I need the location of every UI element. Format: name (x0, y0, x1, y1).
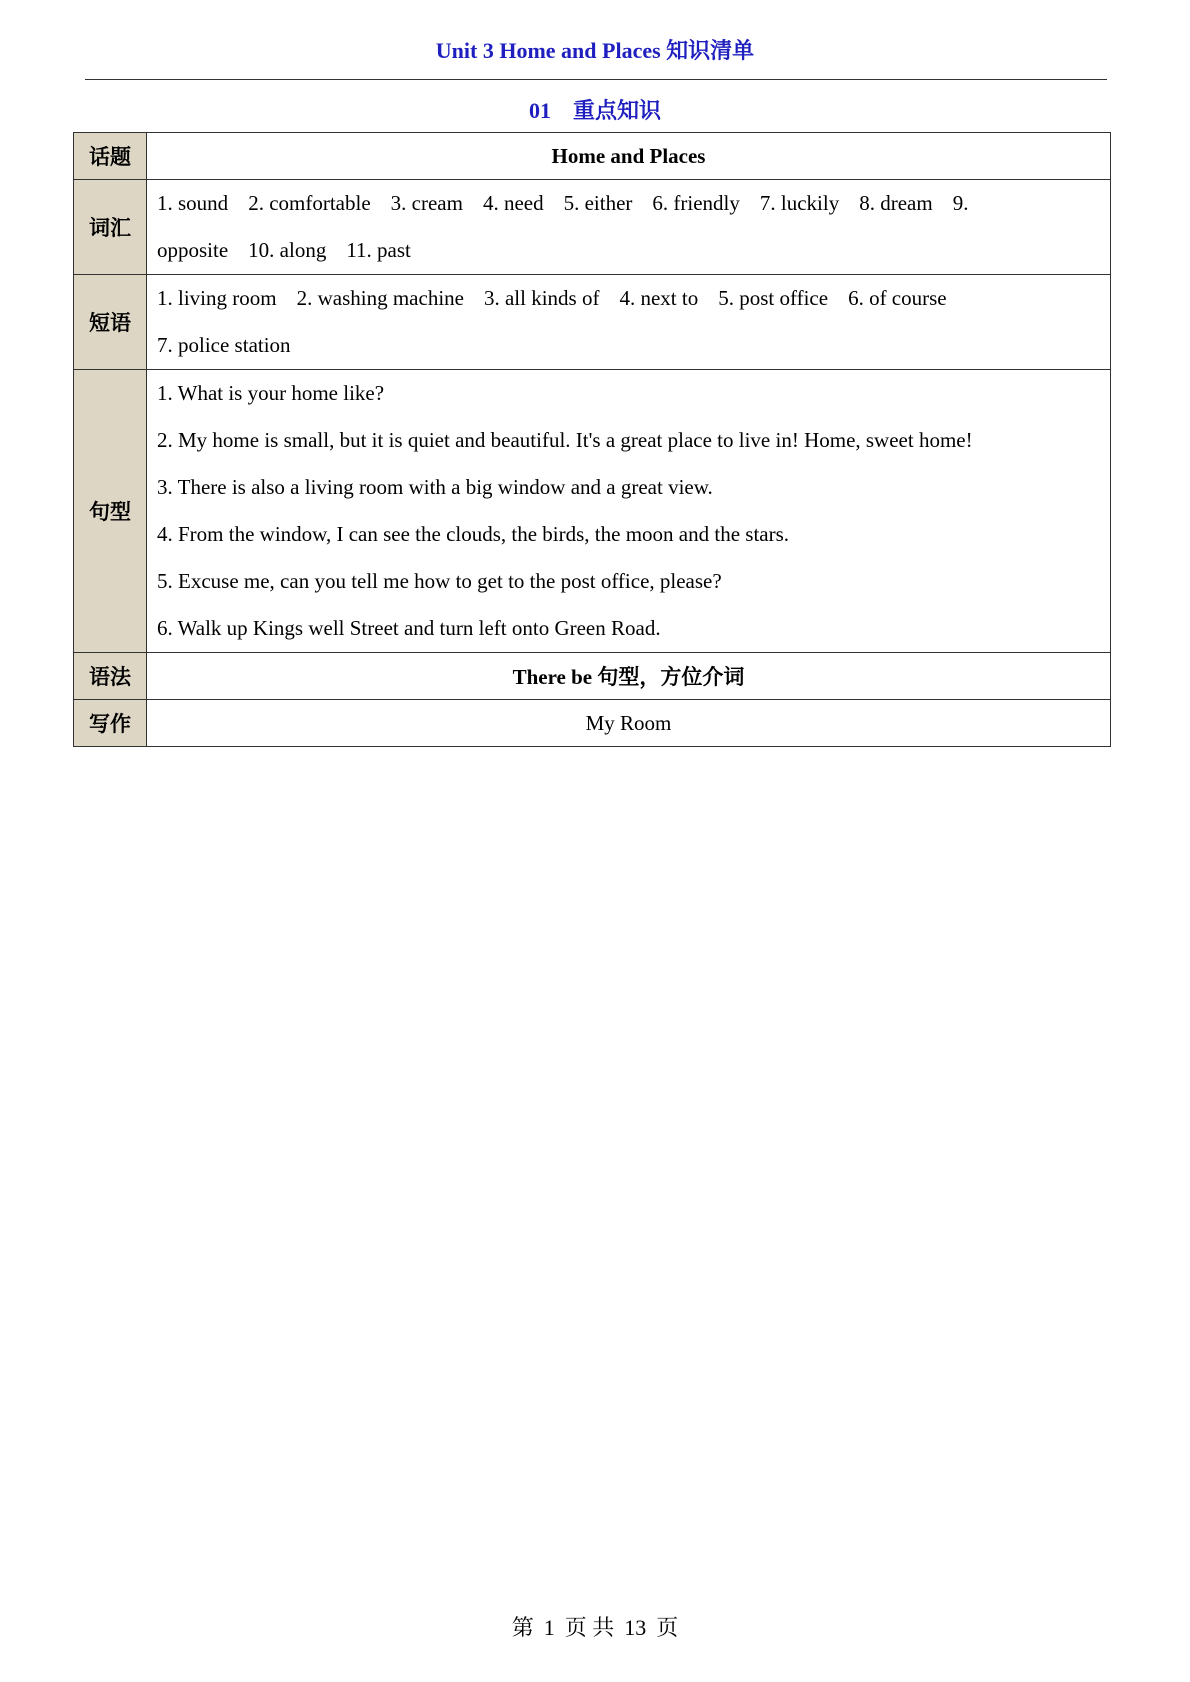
vocabulary-line-2 (157, 227, 1100, 274)
phrase-item: 7. police station (157, 333, 291, 357)
row-label-topic: 话题 (74, 133, 147, 180)
phrase-item: 1. living room (157, 286, 277, 310)
footer-mid: 页 共 (564, 1615, 615, 1640)
vocab-item: 5. either (563, 191, 633, 215)
section-heading (0, 94, 1190, 125)
current-page-number: 1 (543, 1615, 555, 1640)
vocab-item: 6. friendly (652, 191, 740, 215)
phrase-item: 3. all kinds of (483, 286, 600, 310)
sentence-item: 2. My home is small, but it is quiet and beautiful. It's a great place to live in! Home, sweet home! (157, 428, 973, 452)
sentence-item: 6. Walk up Kings well Street and turn left onto Green Road. (157, 616, 661, 640)
table-row-vocabulary (74, 180, 1111, 275)
sentence-item: 3. There is also a living room with a big window and a great view. (157, 475, 713, 499)
vocab-item: 8. dream (859, 191, 933, 215)
vocab-item: 4. need (482, 191, 544, 215)
table-row-phrases (74, 275, 1111, 370)
sentence-item: 4. From the window, I can see the clouds, the birds, the moon and the stars. (157, 522, 790, 546)
document-title: Unit 3 Home and Places 知识清单 (435, 38, 755, 63)
row-label-grammar: 语法 (74, 653, 147, 700)
vocab-item: 10. along (248, 238, 327, 262)
vocab-item: 7. luckily (759, 191, 840, 215)
phrase-item: 6. of course (848, 286, 947, 310)
vocab-item: 9. (952, 191, 969, 215)
grammar-value: There be 句型，方位介词 (147, 653, 1111, 700)
sentence-item: 1. What is your home like? (157, 381, 385, 405)
row-label-sentences: 句型 (74, 370, 147, 653)
phrases-line-1 (157, 275, 1100, 322)
knowledge-table (73, 132, 1111, 747)
vocab-item: 1. sound (157, 191, 229, 215)
footer-prefix: 第 (511, 1615, 534, 1640)
writing-value: My Room (147, 700, 1111, 747)
vocab-item: opposite (157, 238, 229, 262)
table-row-topic (74, 133, 1111, 180)
table-row-grammar (74, 653, 1111, 700)
page-footer (0, 1611, 1190, 1642)
sentences-content (147, 370, 1111, 653)
vocabulary-content (147, 180, 1111, 275)
phrases-line-2 (157, 322, 1100, 369)
table-row-writing (74, 700, 1111, 747)
vocab-item: 3. cream (390, 191, 463, 215)
sentence-item: 5. Excuse me, can you tell me how to get to the post office, please? (157, 569, 722, 593)
topic-value: Home and Places (147, 133, 1111, 180)
row-label-writing: 写作 (74, 700, 147, 747)
row-label-vocabulary: 词汇 (74, 180, 147, 275)
vocab-item: 11. past (346, 238, 411, 262)
footer-suffix: 页 (656, 1615, 679, 1640)
total-page-count: 13 (624, 1615, 647, 1640)
section-title: 重点知识 (572, 98, 661, 123)
row-label-phrases: 短语 (74, 275, 147, 370)
vocab-item: 2. comfortable (248, 191, 371, 215)
section-number: 01 (528, 98, 551, 123)
phrases-content (147, 275, 1111, 370)
table-row-sentences (74, 370, 1111, 653)
title-divider (85, 79, 1107, 80)
phrase-item: 2. washing machine (296, 286, 464, 310)
phrase-item: 5. post office (718, 286, 829, 310)
vocabulary-line-1 (157, 180, 1100, 227)
phrase-item: 4. next to (619, 286, 699, 310)
